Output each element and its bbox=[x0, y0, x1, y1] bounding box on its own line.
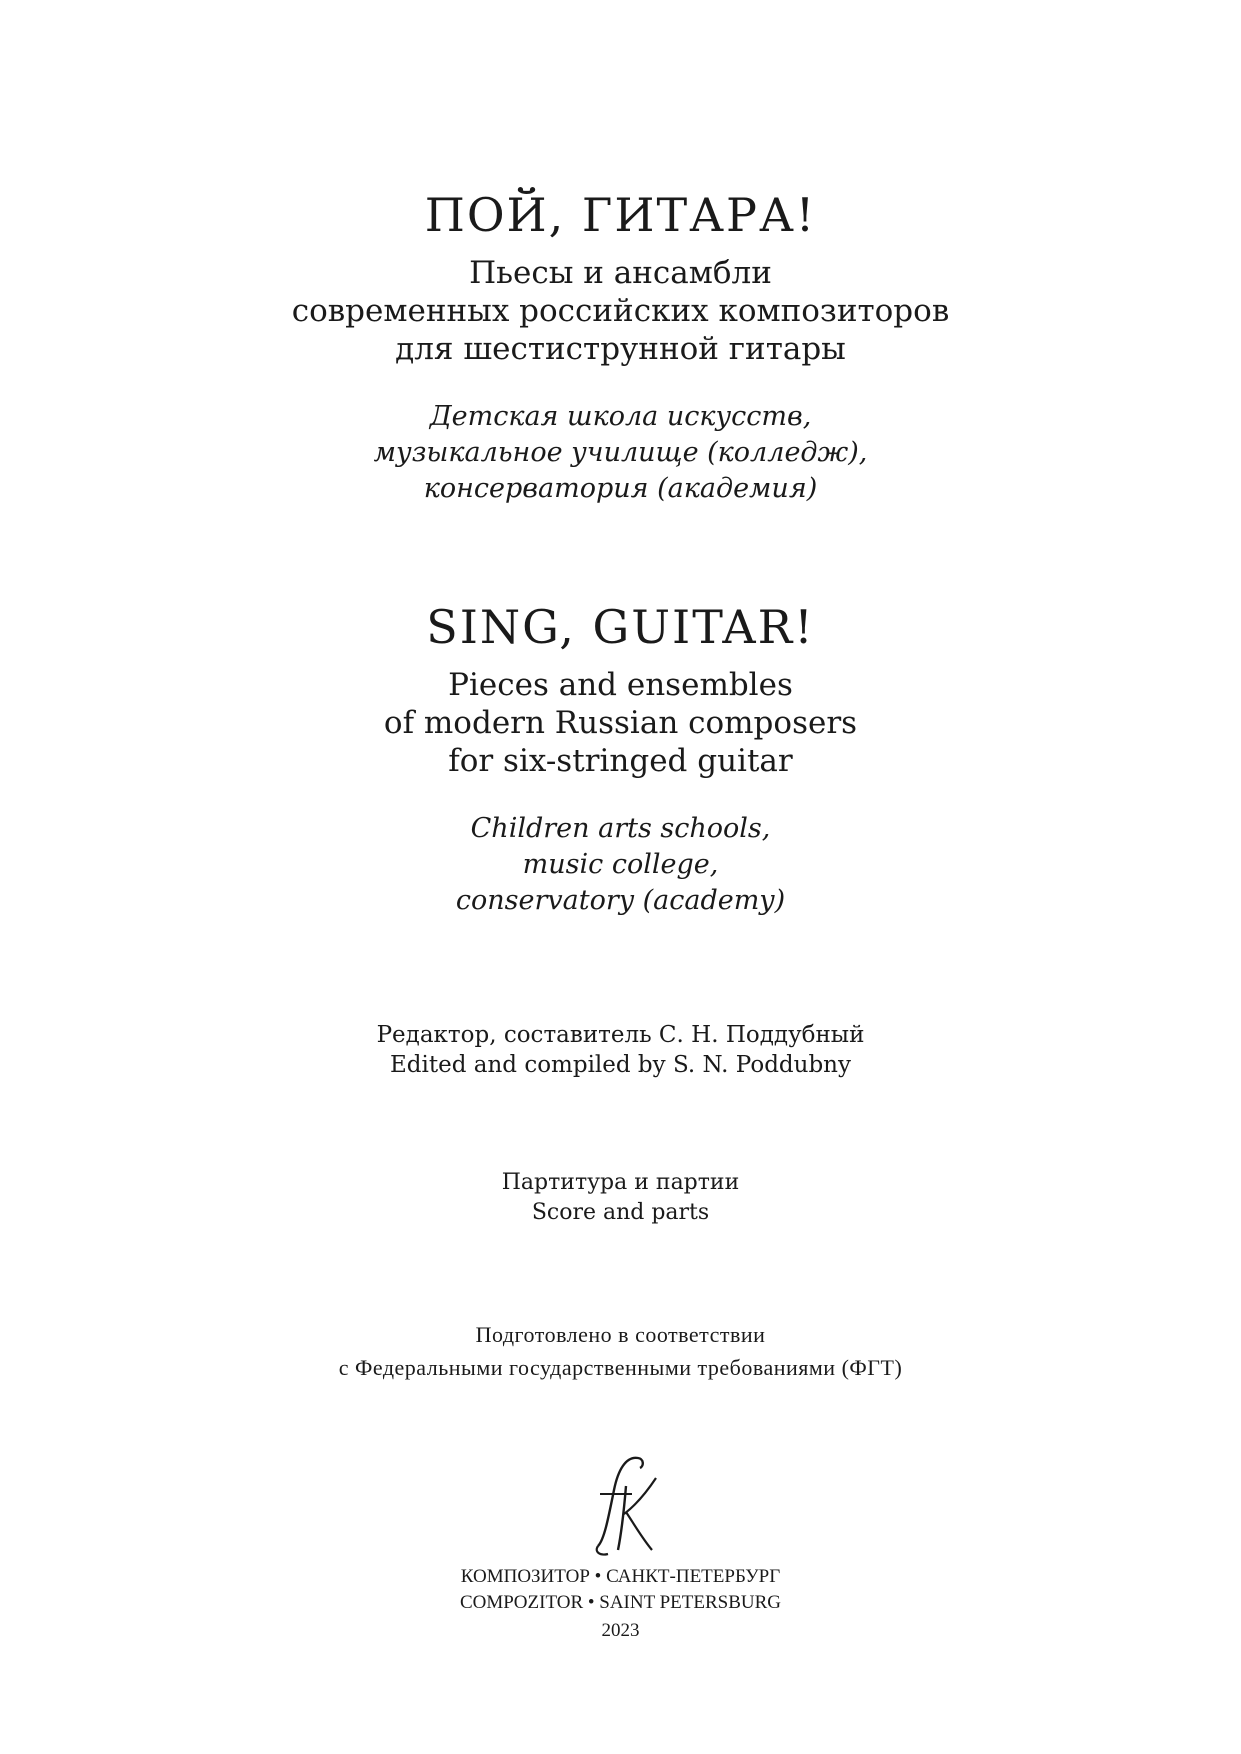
editor-ru: Редактор, составитель С. Н. Поддубный bbox=[376, 1022, 865, 1048]
russian-audience-line-3: консерватория (академия) bbox=[423, 473, 818, 504]
russian-subtitle-line-1: Пьесы и ансамбли bbox=[469, 255, 772, 291]
compliance-line-1: Подготовлено в соответствии bbox=[475, 1322, 766, 1347]
contents-ru: Партитура и партии bbox=[501, 1170, 740, 1195]
editor-en: Edited and compiled by S. N. Poddubny bbox=[390, 1052, 851, 1078]
russian-audience-line-2: музыкальное училище (колледж), bbox=[373, 437, 868, 468]
russian-audience-line-1: Детская школа искусств, bbox=[429, 401, 812, 432]
english-title: SING, GUITAR! bbox=[426, 600, 815, 654]
russian-subtitle-line-3: для шестиструнной гитары bbox=[395, 331, 846, 367]
publication-year: 2023 bbox=[601, 1620, 640, 1641]
publisher-logo-icon bbox=[570, 1450, 670, 1560]
publisher-ru: КОМПОЗИТОР • САНКТ-ПЕТЕРБУРГ bbox=[460, 1566, 781, 1587]
english-audience-line-2: music college, bbox=[522, 849, 719, 880]
contents-en: Score and parts bbox=[531, 1200, 710, 1225]
russian-title: ПОЙ, ГИТАРА! bbox=[424, 188, 817, 242]
english-subtitle-line-3: for six-stringed guitar bbox=[448, 743, 793, 779]
russian-subtitle-line-2: современных российских композиторов bbox=[291, 293, 950, 329]
publisher-en: COMPOZITOR • SAINT PETERSBURG bbox=[459, 1592, 782, 1613]
english-audience-line-1: Children arts schools, bbox=[470, 813, 771, 844]
compliance-line-2: с Федеральными государственными требованиями (ФГТ) bbox=[338, 1355, 903, 1380]
english-subtitle-line-1: Pieces and ensembles bbox=[448, 667, 793, 703]
english-audience-line-3: conservatory (academy) bbox=[455, 885, 786, 916]
english-subtitle-line-2: of modern Russian composers bbox=[383, 705, 858, 741]
